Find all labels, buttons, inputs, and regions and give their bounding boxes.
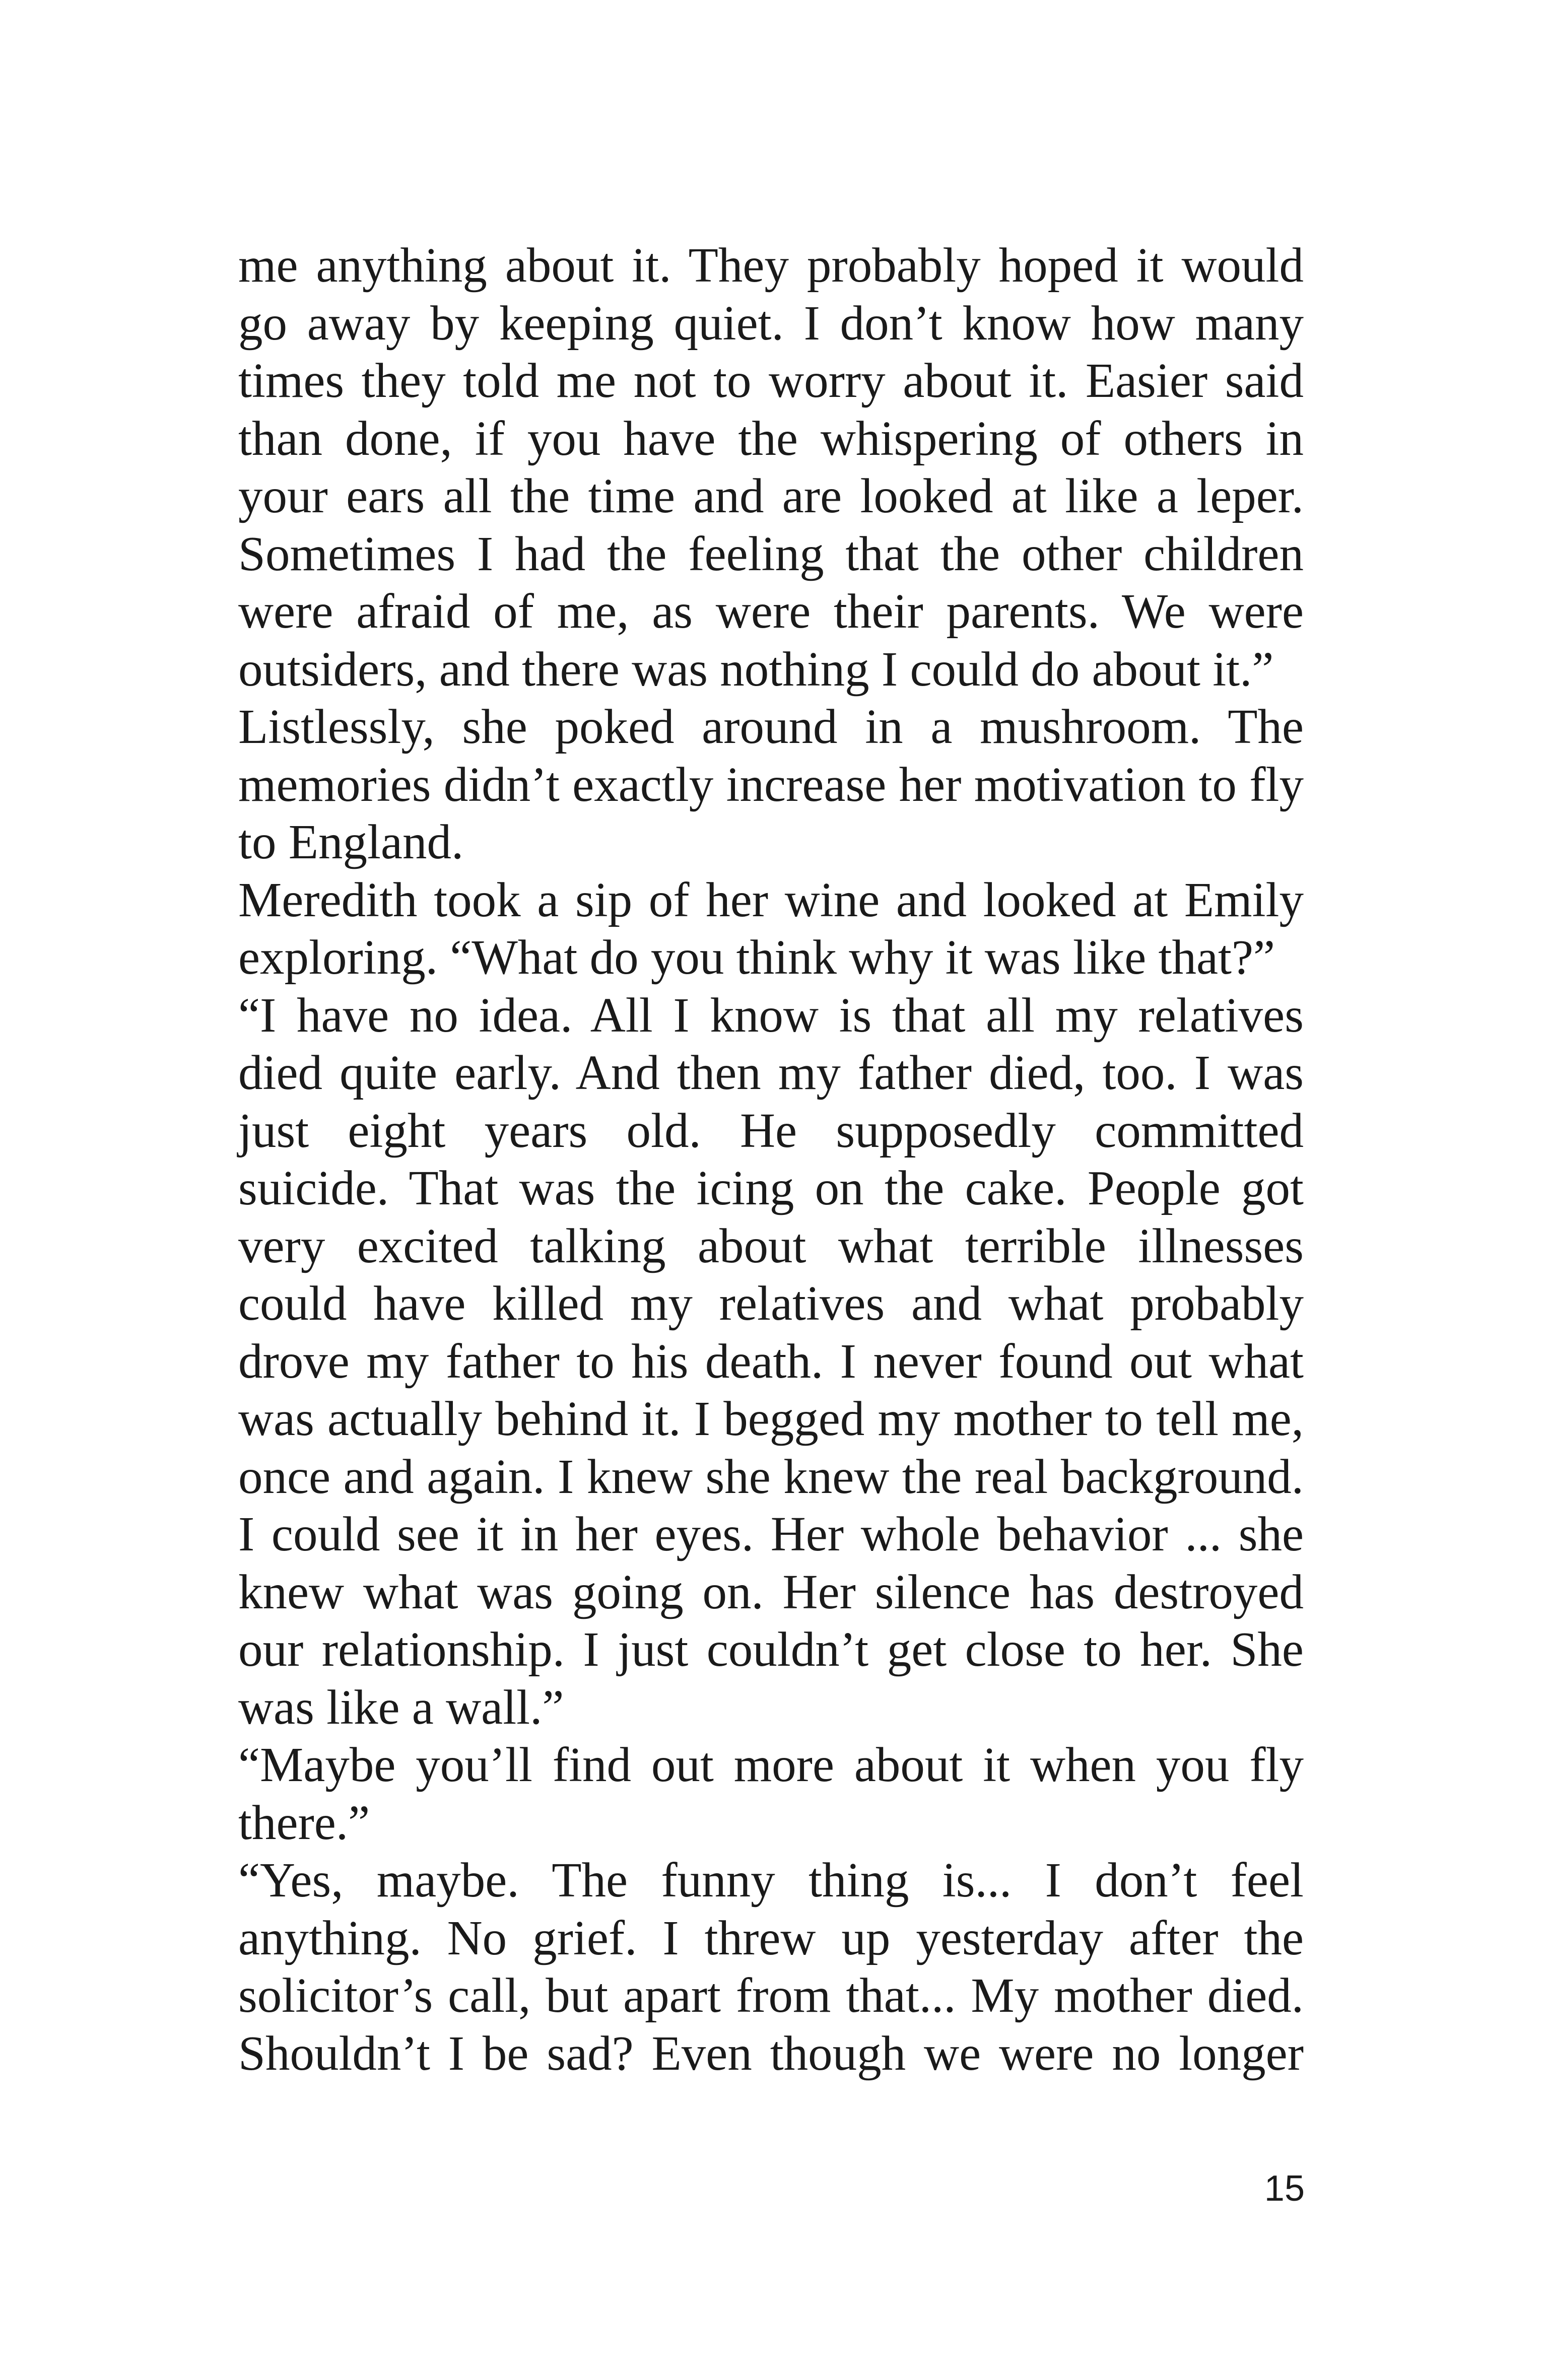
- paragraph-2: Listlessly, she poked around in a mushroom. The memories didn’t exactly increase her motivation to fly to England.: [238, 700, 1304, 869]
- paragraph-1: me anything about it. They probably hoped it would go away by keeping quiet. I don’t know how many times they told me not to worry about it. Easier said than done, if you have the whispering of others in your ears all the time and are looked at like a leper. Sometimes I had the feeling that the other children were afraid of me, as were their parents. We were outsiders, and there was nothing I could do about it.”: [238, 238, 1304, 696]
- page-number: 15: [1264, 2168, 1305, 2209]
- paragraph-4: “I have no idea. All I know is that all my relatives died quite early. And then my father died, too. I was just eight years old. He supposedly committed suicide. That was the icing on the cake. People got very excited talking about what terrible illnesses could have killed my relatives and what probably drove my father to his death. I never found out what was actually behind it. I begged my mother to tell me, once and again. I knew she knew the real background. I could see it in her eyes. Her whole behavior ... she knew what was going on. Her silence has destroyed our relationship. I just couldn’t get close to her. She was like a wall.”: [238, 988, 1304, 1734]
- paragraph-3: Meredith took a sip of her wine and looked at Emily exploring. “What do you think why it was like that?”: [238, 872, 1304, 984]
- paragraph-6: “Yes, maybe. The funny thing is... I don’t feel anything. No grief. I threw up yesterday after the solicitor’s call, but apart from that... My mother died. Shouldn’t I be sad? Even though we were no longer: [238, 1853, 1304, 2080]
- body-text: [238, 237, 1304, 2082]
- paragraph-5: “Maybe you’ll find out more about it when you fly there.”: [238, 1738, 1304, 1850]
